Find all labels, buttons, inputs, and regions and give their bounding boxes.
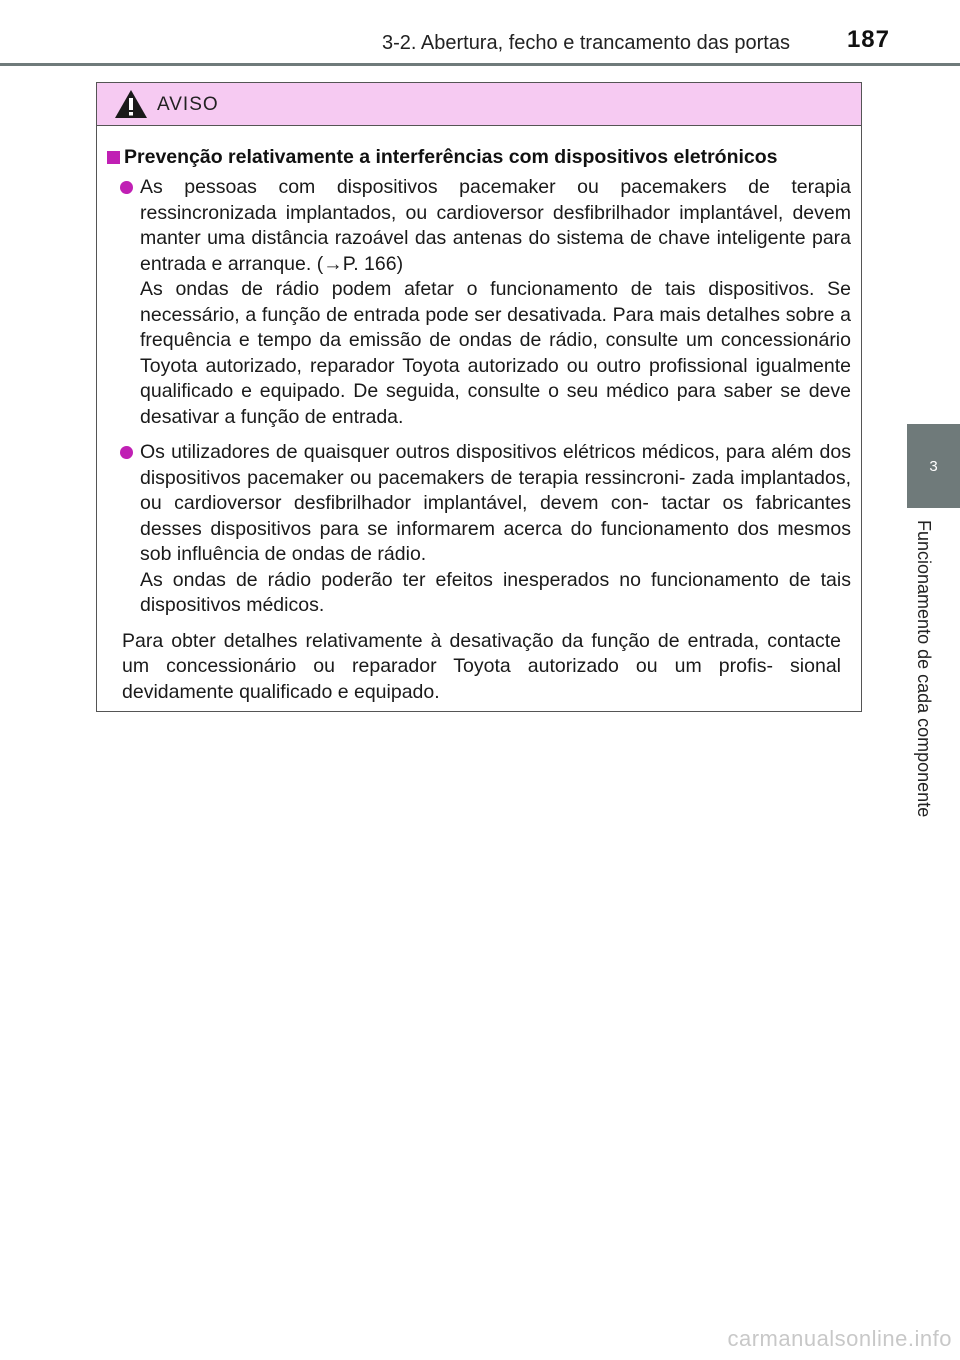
bullet-paragraph: As ondas de rádio podem afetar o funcionamento de tais dispositivos. Se necessário, a função de entrada pode ser desativada. Para mais detalhes sobre a frequência e tempo da emissão de ondas de rádio, consulte um concessionário Toyota autorizado, reparador Toyota autorizado ou outro profissional igualmente qualificado e equipado. De seguida, consulte o seu médico para saber se deve desativar a função de entrada. (140, 278, 851, 428)
warning-body (97, 126, 861, 705)
watermark: carmanualsonline.info (727, 1326, 952, 1351)
bullet-item (113, 175, 851, 430)
closing-paragraph: Para obter detalhes relativamente à desativação da função de entrada, contacte um concessionário ou reparador Toyota autorizado ou um profis- sional devidamente qualificado e equipado. (122, 629, 841, 703)
round-bullet-icon (120, 181, 133, 194)
page-header (0, 0, 960, 64)
bullet-paragraph: Os utilizadores de quaisquer outros dispositivos elétricos médicos, para além dos dispositivos pacemaker ou pacemakers de terapia ressincroni- zada implantados, ou cardioversor desfibrilhador implantável, devem con- tactar os fabricantes desses dispositivos para se informarem acerca do funcionamento dos mesmos sob influência de ondas de rádio. (140, 441, 851, 565)
section-title: 3-2. Abertura, fecho e trancamento das portas (381, 32, 790, 54)
warning-triangle-icon (113, 88, 149, 120)
warning-label: AVISO (157, 94, 219, 115)
square-bullet-icon (107, 151, 120, 164)
bullet-item (113, 440, 851, 619)
warning-header (97, 83, 861, 126)
chapter-number: 3 (929, 457, 938, 475)
bullet-paragraph: As ondas de rádio poderão ter efeitos inesperados no funcionamento de tais dispositivos médicos. (140, 568, 851, 616)
chapter-tab[interactable] (907, 424, 960, 508)
warning-box (96, 82, 862, 712)
page-number: 187 (846, 26, 890, 53)
section-heading-text: Prevenção relativamente a interferências com dispositivos eletrónicos (124, 146, 778, 168)
bullet-paragraph: As pessoas com dispositivos pacemaker ou pacemakers de terapia ressincronizada implantados, ou cardioversor desfibrilhador implantável, devem manter uma distância razoável das antenas do sistema de chave inteligente para entrada e arranque. (→P. 166) (140, 176, 851, 275)
round-bullet-icon (120, 446, 133, 459)
section-heading (107, 146, 851, 169)
header-divider (0, 63, 960, 66)
chapter-title: Funcionamento de cada componente (914, 520, 934, 818)
